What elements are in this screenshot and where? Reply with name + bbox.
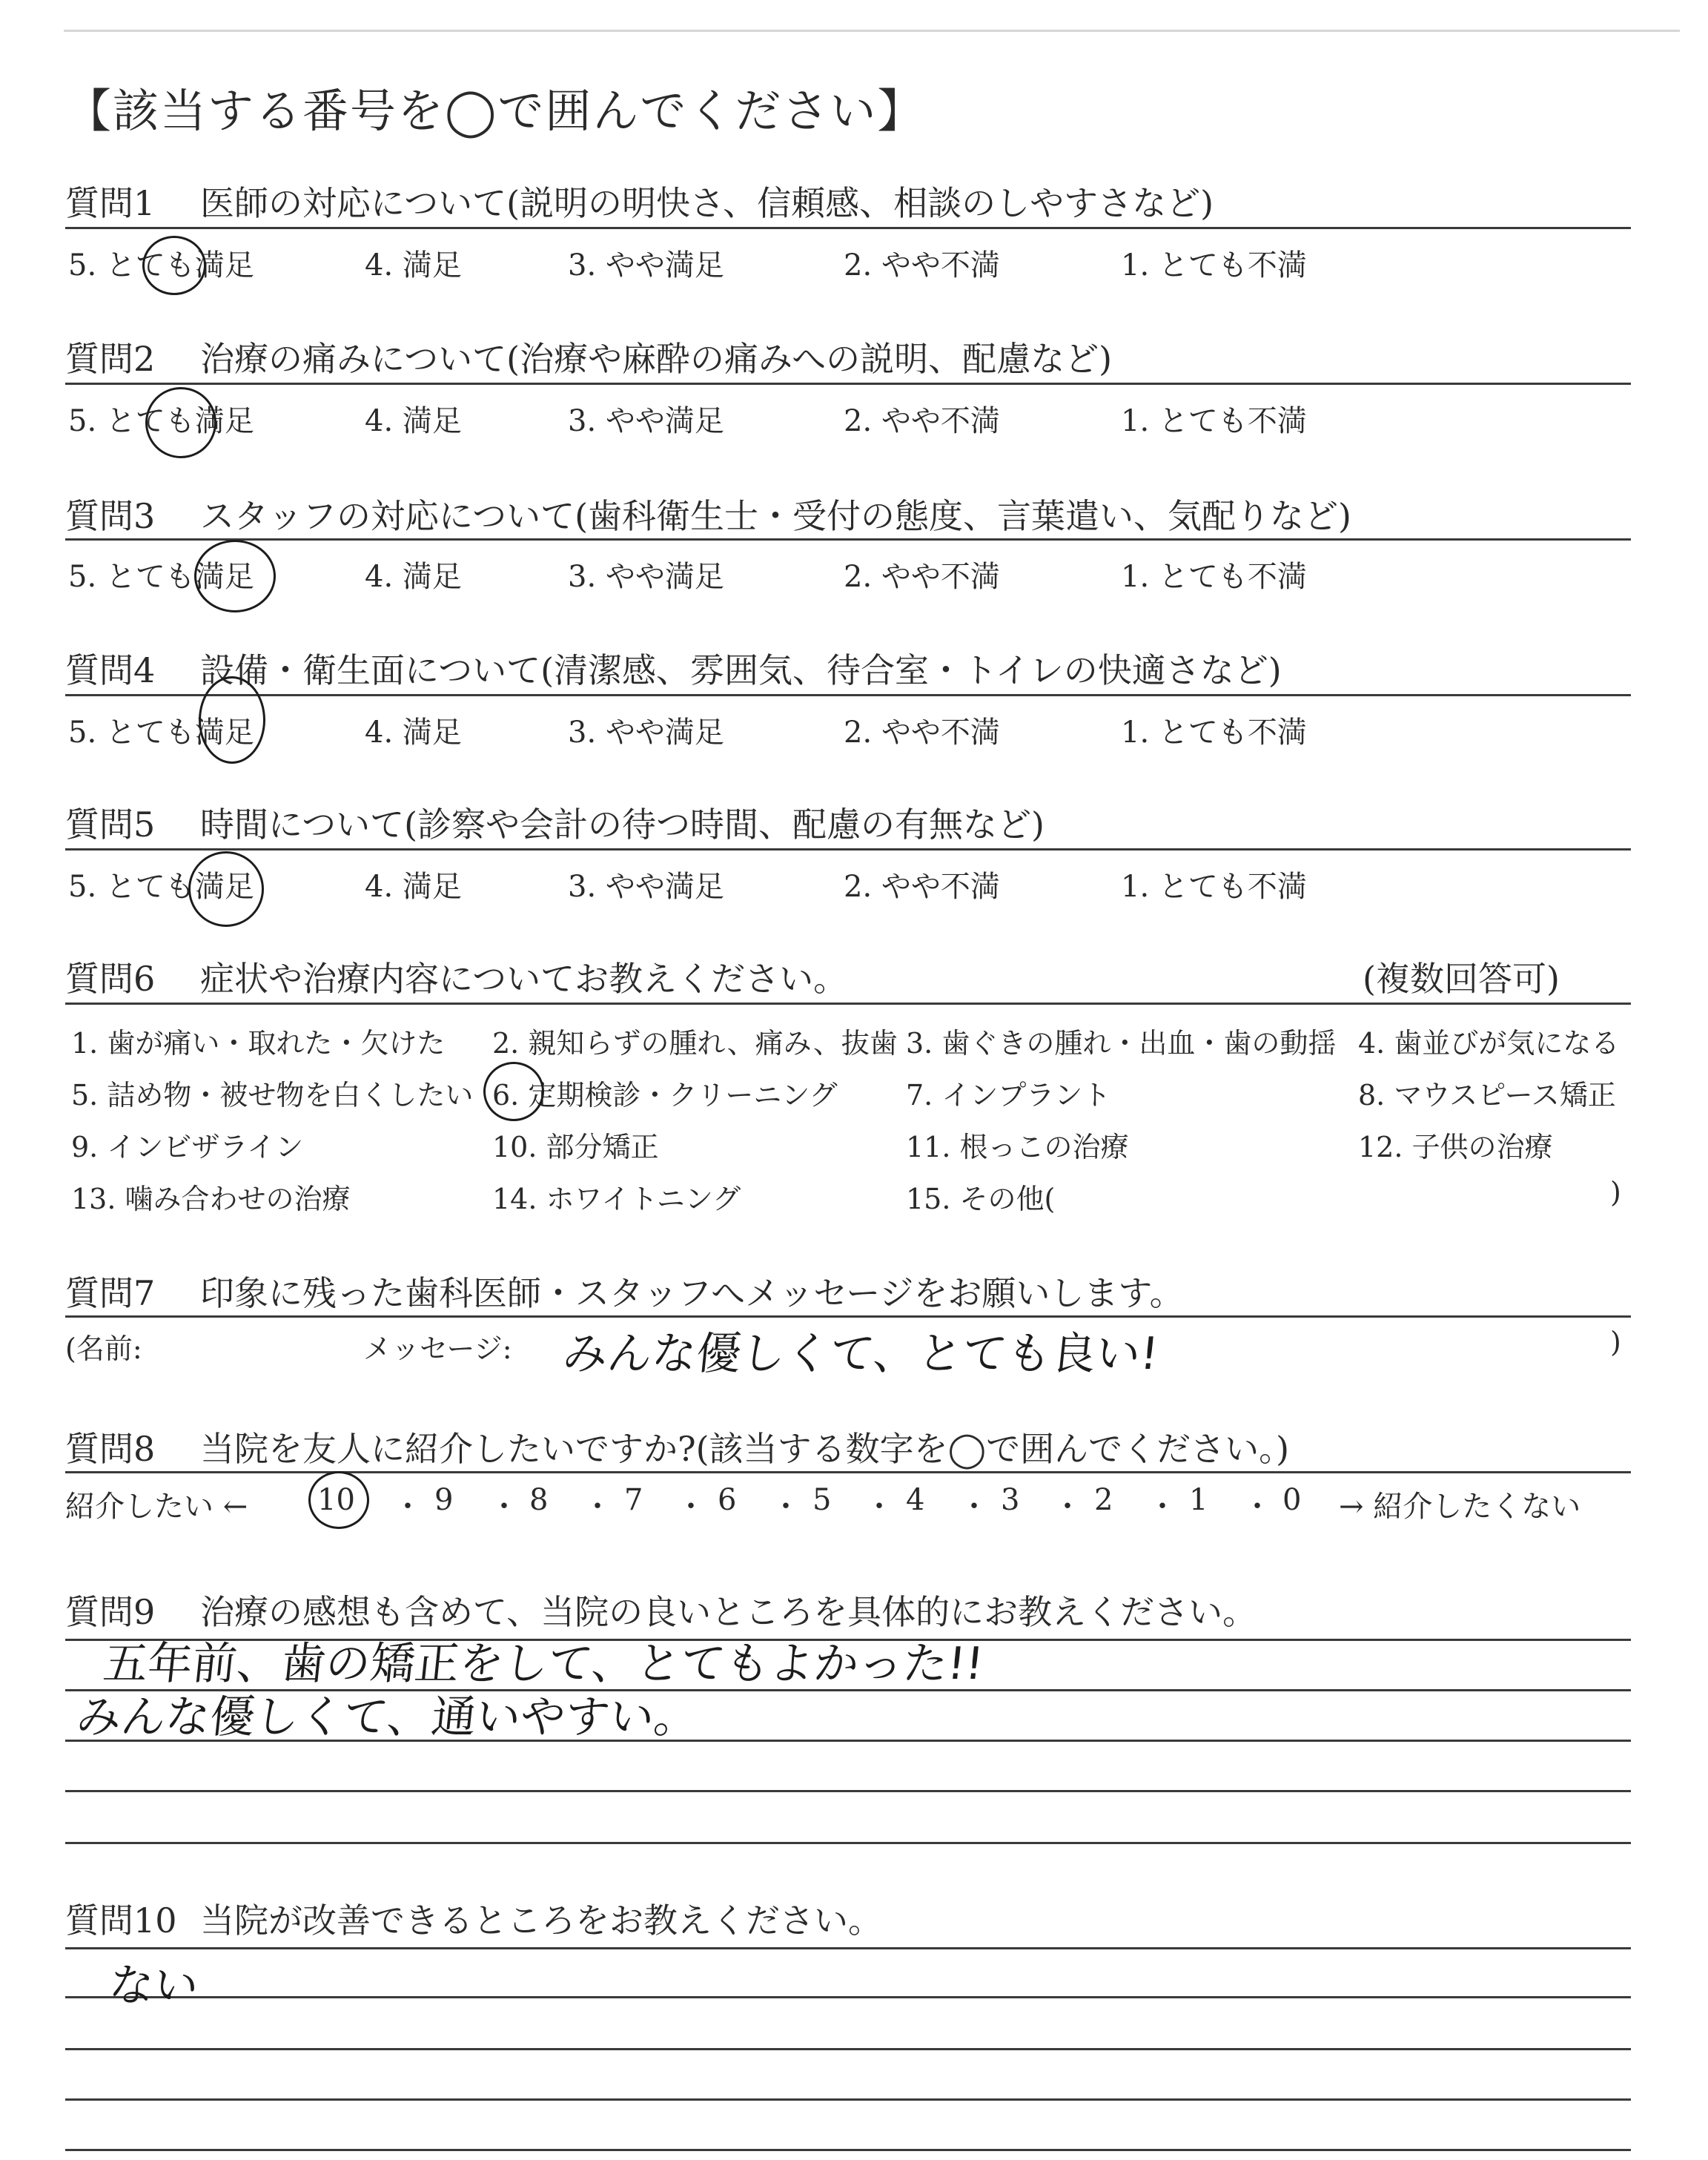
option-somewhat-satisfied[interactable]: 3. やや満足: [568, 870, 724, 904]
scale-dot: ・: [1148, 1490, 1177, 1524]
handwritten-answer-line-2[interactable]: みんな優しくて、通いやすい。: [73, 1691, 701, 1743]
option-somewhat-satisfied[interactable]: 3. やや満足: [568, 560, 724, 594]
option-satisfied[interactable]: 4. 満足: [365, 248, 462, 283]
answer-line: [65, 2149, 1631, 2151]
question-3: [65, 489, 1351, 538]
question-text: スタッフの対応について(歯科衛生士・受付の態度、言葉遣い、気配りなど): [200, 496, 1351, 536]
rule: [65, 848, 1631, 851]
question-number: 質問9: [65, 1592, 156, 1632]
rule: [65, 383, 1631, 385]
rule: [65, 538, 1631, 541]
scale-value-7[interactable]: 7: [624, 1483, 643, 1517]
q6-item-9[interactable]: 9. インビザライン: [71, 1131, 304, 1163]
option-somewhat-dissatisfied[interactable]: 2. やや不満: [844, 404, 1000, 438]
selection-circle: [483, 1062, 544, 1121]
q6-other-close-paren: ): [1610, 1176, 1621, 1209]
question-text: 印象に残った歯科医師・スタッフへメッセージをお願いします。: [200, 1273, 1184, 1313]
question-5: [65, 798, 1045, 847]
selection-circle: [188, 851, 264, 927]
selection-circle: [308, 1471, 369, 1529]
option-somewhat-dissatisfied[interactable]: 2. やや不満: [844, 716, 1000, 750]
option-somewhat-dissatisfied[interactable]: 2. やや不満: [844, 248, 1000, 283]
q6-item-5[interactable]: 5. 詰め物・被せ物を白くしたい: [71, 1079, 474, 1112]
question-number: 質問7: [65, 1273, 156, 1313]
name-label: (名前:: [65, 1332, 142, 1365]
rule: [65, 1947, 1631, 1949]
question-7: [65, 1266, 1184, 1315]
q6-item-6[interactable]: 6. 定期検診・クリーニング: [492, 1079, 838, 1112]
answer-line: [65, 2048, 1631, 2050]
q6-item-7[interactable]: 7. インプラント: [906, 1079, 1111, 1112]
question-9: [65, 1585, 1257, 1634]
answer-line: [65, 1842, 1631, 1844]
question-number: 質問3: [65, 496, 156, 536]
answer-line: [65, 1790, 1631, 1792]
answer-line: [65, 1996, 1631, 1998]
selection-circle: [145, 387, 216, 458]
q6-item-3[interactable]: 3. 歯ぐきの腫れ・出血・歯の動揺: [906, 1027, 1337, 1060]
question-text: 医師の対応について(説明の明快さ、信頼感、相談のしやすさなど): [200, 183, 1214, 223]
selection-circle: [142, 236, 206, 295]
rule: [65, 1003, 1631, 1005]
rule: [65, 1315, 1631, 1318]
handwritten-answer[interactable]: ない: [106, 1960, 202, 2012]
scale-value-9[interactable]: 9: [434, 1483, 454, 1517]
question-8: [65, 1422, 1289, 1471]
scale-right-label: → 紹介したくない: [1339, 1490, 1581, 1524]
question-number: 質問4: [65, 650, 156, 690]
handwritten-message[interactable]: みんな優しくて、とても良い!: [560, 1328, 1162, 1380]
option-very-dissatisfied[interactable]: 1. とても不満: [1121, 716, 1307, 750]
scale-value-5[interactable]: 5: [812, 1483, 832, 1517]
scale-dot: ・: [489, 1490, 519, 1524]
question-text: 時間について(診察や会計の待つ時間、配慮の有無など): [200, 805, 1045, 845]
option-somewhat-dissatisfied[interactable]: 2. やや不満: [844, 560, 1000, 594]
option-satisfied[interactable]: 4. 満足: [365, 870, 462, 904]
scale-value-0[interactable]: 0: [1282, 1483, 1302, 1517]
form-title: 【該当する番号を◯で囲んでください】: [65, 84, 925, 138]
option-somewhat-dissatisfied[interactable]: 2. やや不満: [844, 870, 1000, 904]
question-number: 質問10: [65, 1900, 177, 1941]
option-very-dissatisfied[interactable]: 1. とても不満: [1121, 404, 1307, 438]
q6-item-14[interactable]: 14. ホワイトニング: [492, 1183, 741, 1215]
rule: [65, 694, 1631, 696]
q6-item-2[interactable]: 2. 親知らずの腫れ、痛み、抜歯: [492, 1027, 898, 1060]
scale-dot: ・: [771, 1490, 801, 1524]
message-label: メッセージ:: [363, 1332, 512, 1365]
top-border: [64, 30, 1680, 32]
scale-value-1[interactable]: 1: [1189, 1483, 1208, 1517]
scale-dot: ・: [676, 1490, 706, 1524]
question-number: 質問6: [65, 959, 156, 999]
q6-item-4[interactable]: 4. 歯並びが気になる: [1358, 1027, 1620, 1060]
q6-item-15[interactable]: 15. その他(: [906, 1183, 1056, 1215]
scale-dot: ・: [1242, 1490, 1272, 1524]
q6-item-12[interactable]: 12. 子供の治療: [1358, 1131, 1553, 1163]
option-very-satisfied[interactable]: 5. とても満足: [68, 716, 254, 750]
option-somewhat-satisfied[interactable]: 3. やや満足: [568, 404, 724, 438]
scale-dot: ・: [1053, 1490, 1082, 1524]
q6-item-10[interactable]: 10. 部分矯正: [492, 1131, 659, 1163]
multiple-answers-note: (複数回答可): [1363, 959, 1560, 999]
rule: [65, 227, 1631, 229]
scale-value-10[interactable]: 10: [317, 1483, 355, 1517]
rule: [65, 1471, 1631, 1473]
question-number: 質問8: [65, 1429, 156, 1469]
scale-value-6[interactable]: 6: [718, 1483, 737, 1517]
message-close-paren: ): [1610, 1326, 1621, 1358]
selection-circle: [199, 676, 265, 764]
scale-value-8[interactable]: 8: [529, 1483, 549, 1517]
question-number: 質問1: [65, 183, 156, 223]
scale-value-3[interactable]: 3: [1001, 1483, 1020, 1517]
scale-dot: ・: [583, 1490, 612, 1524]
option-very-satisfied[interactable]: 5. とても満足: [68, 404, 254, 438]
q6-item-1[interactable]: 1. 歯が痛い・取れた・欠けた: [71, 1027, 446, 1060]
question-text: 設備・衛生面について(清潔感、雰囲気、待合室・トイレの快適さなど): [200, 650, 1282, 690]
question-10: [65, 1894, 882, 1943]
scale-left-label: 紹介したい ←: [65, 1490, 248, 1524]
option-satisfied[interactable]: 4. 満足: [365, 404, 462, 438]
question-text: 治療の痛みについて(治療や麻酔の痛みへの説明、配慮など): [200, 339, 1113, 379]
question-number: 質問2: [65, 339, 156, 379]
handwritten-answer-line-1[interactable]: 五年前、歯の矯正をして、とてもよかった!!: [100, 1638, 987, 1690]
option-very-satisfied[interactable]: 5. とても満足: [68, 870, 254, 904]
question-text: 症状や治療内容についてお教えください。: [200, 959, 848, 999]
option-very-dissatisfied[interactable]: 1. とても不満: [1121, 870, 1307, 904]
option-very-dissatisfied[interactable]: 1. とても不満: [1121, 560, 1307, 594]
scale-dot: ・: [393, 1490, 423, 1524]
question-number: 質問5: [65, 805, 156, 845]
option-satisfied[interactable]: 4. 満足: [365, 716, 462, 750]
scale-dot: ・: [959, 1490, 989, 1524]
q6-item-11[interactable]: 11. 根っこの治療: [906, 1131, 1129, 1163]
option-somewhat-satisfied[interactable]: 3. やや満足: [568, 248, 724, 283]
question-text: 当院を友人に紹介したいですか?(該当する数字を◯で囲んでください。): [200, 1429, 1290, 1469]
question-6: [65, 952, 847, 1001]
question-text: 当院が改善できるところをお教えください。: [200, 1900, 882, 1941]
question-1: [65, 176, 1214, 225]
scale-value-2[interactable]: 2: [1094, 1483, 1113, 1517]
question-2: [65, 332, 1112, 381]
q6-item-13[interactable]: 13. 噛み合わせの治療: [71, 1183, 351, 1215]
option-very-satisfied[interactable]: 5. とても満足: [68, 560, 254, 594]
answer-line: [65, 2098, 1631, 2101]
scale-value-4[interactable]: 4: [906, 1483, 925, 1517]
scale-dot: ・: [864, 1490, 894, 1524]
q6-item-8[interactable]: 8. マウスピース矯正: [1358, 1079, 1616, 1112]
option-very-satisfied[interactable]: 5. とても満足: [68, 248, 254, 283]
option-somewhat-satisfied[interactable]: 3. やや満足: [568, 716, 724, 750]
option-satisfied[interactable]: 4. 満足: [365, 560, 462, 594]
question-text: 治療の感想も含めて、当院の良いところを具体的にお教えください。: [200, 1592, 1257, 1632]
option-very-dissatisfied[interactable]: 1. とても不満: [1121, 248, 1307, 283]
selection-circle: [194, 540, 276, 612]
